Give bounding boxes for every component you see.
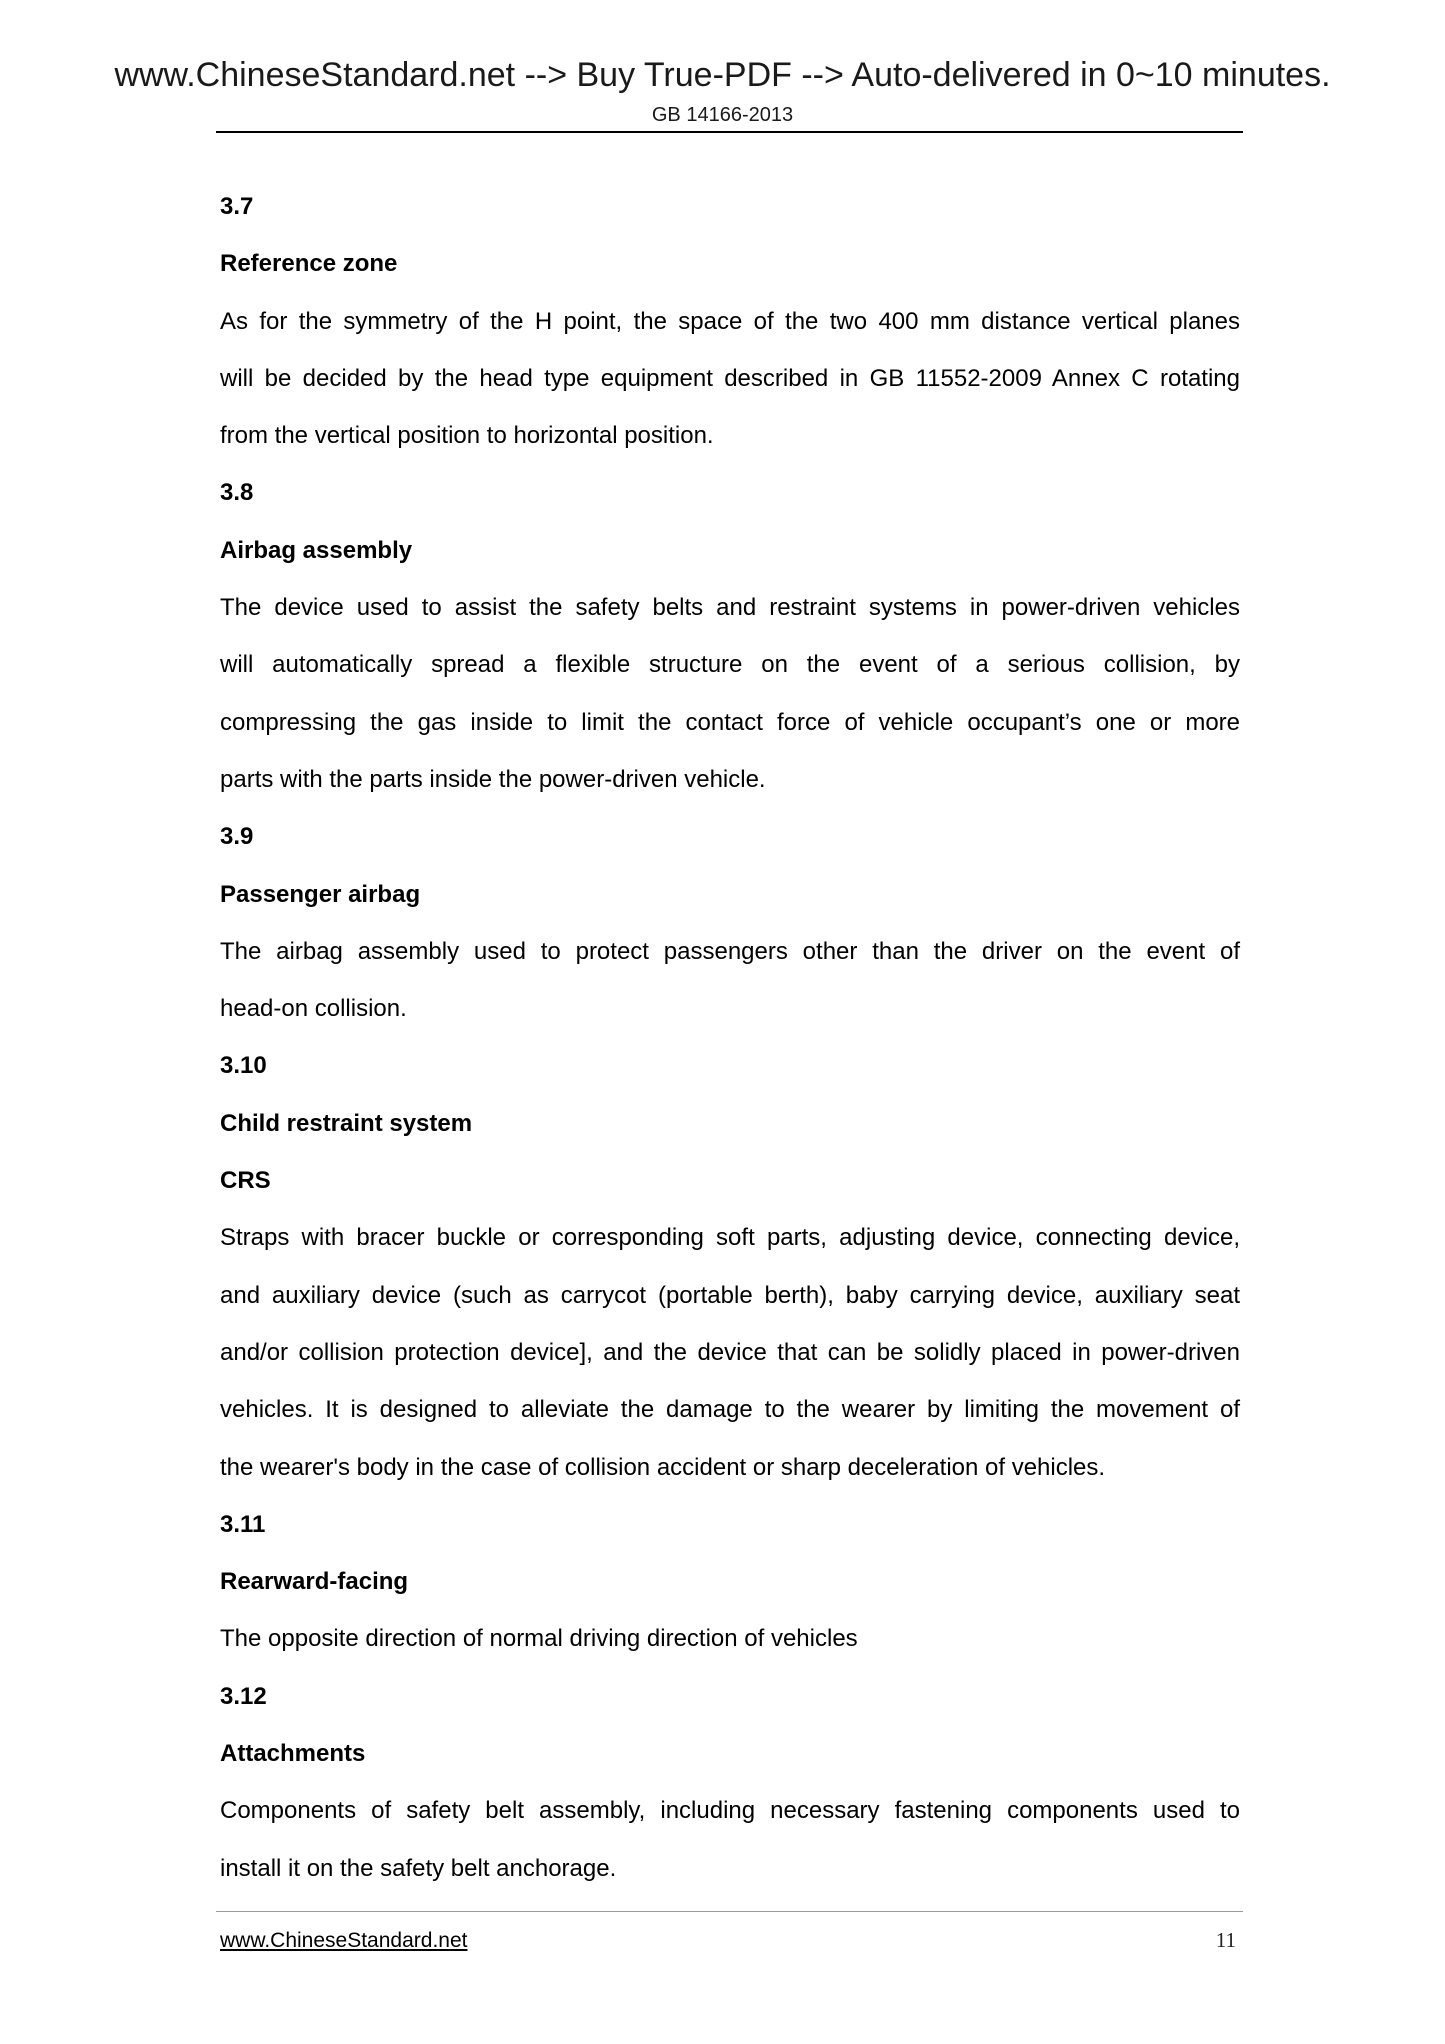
clause-number-3-9: 3.9 [220, 823, 254, 851]
definition-line: compressing the gas inside to limit the contact force of vehicle occupant’s one or more [220, 708, 1240, 736]
term-child-restraint-system: Child restraint system [220, 1109, 473, 1137]
page-number: 11 [1215, 1928, 1236, 1952]
definition-line: The airbag assembly used to protect passengers other than the driver on the event of [220, 937, 1240, 965]
clause-number-3-12: 3.12 [220, 1682, 267, 1710]
definition-line: As for the symmetry of the H point, the space of the two 400 mm distance vertical planes [220, 307, 1240, 335]
definition-line: Components of safety belt assembly, including necessary fastening components used to [220, 1797, 1240, 1825]
standard-code: GB 14166-2013 [651, 104, 794, 126]
term-airbag-assembly: Airbag assembly [220, 536, 413, 564]
definition-line: head-on collision. [220, 995, 407, 1023]
definition-line: will be decided by the head type equipment described in GB 11552-2009 Annex C rotating [220, 364, 1240, 392]
footer-website-link[interactable]: www.ChineseStandard.net [220, 1929, 468, 1952]
footer-divider [216, 1911, 1243, 1912]
term-abbreviation-crs: CRS [220, 1167, 271, 1195]
site-banner: www.ChineseStandard.net --> Buy True-PDF --> Auto-delivered in 0~10 minutes. [114, 56, 1331, 94]
definition-line: and auxiliary device (such as carrycot (portable berth), baby carrying device, auxiliary seat [220, 1281, 1240, 1309]
definition-line: will automatically spread a flexible structure on the event of a serious collision, by [220, 651, 1240, 679]
clause-number-3-10: 3.10 [220, 1052, 267, 1080]
definition-line: install it on the safety belt anchorage. [220, 1854, 617, 1882]
definition-line: The opposite direction of normal driving direction of vehicles [220, 1625, 858, 1653]
definition-line: vehicles. It is designed to alleviate the damage to the wearer by limiting the movement of [220, 1396, 1240, 1424]
document-body [220, 178, 1240, 1897]
term-rearward-facing: Rearward-facing [220, 1568, 409, 1596]
clause-number-3-11: 3.11 [220, 1510, 266, 1538]
definition-line: parts with the parts inside the power-driven vehicle. [220, 765, 766, 793]
definition-line: and/or collision protection device], and the device that can be solidly placed in power-driven [220, 1338, 1240, 1366]
definition-line: The device used to assist the safety belts and restraint systems in power-driven vehicles [220, 594, 1240, 622]
definition-line: the wearer's body in the case of collision accident or sharp deceleration of vehicles. [220, 1453, 1106, 1481]
clause-number-3-7: 3.7 [220, 193, 254, 220]
definition-line: from the vertical position to horizontal position. [220, 422, 714, 450]
clause-number-3-8: 3.8 [220, 479, 254, 507]
term-passenger-airbag: Passenger airbag [220, 880, 421, 908]
header-divider [216, 131, 1243, 133]
term-reference-zone: Reference zone [220, 250, 398, 278]
definition-line: Straps with bracer buckle or corresponding soft parts, adjusting device, connecting device, [220, 1224, 1240, 1252]
term-attachments: Attachments [220, 1740, 366, 1768]
